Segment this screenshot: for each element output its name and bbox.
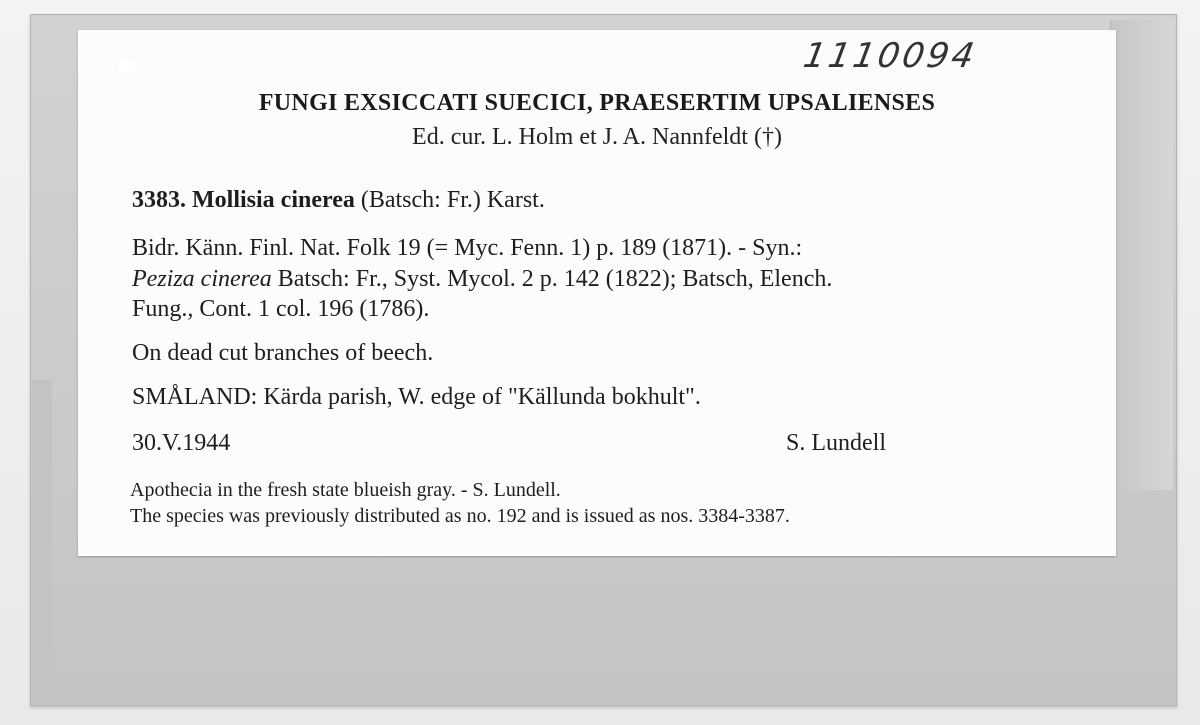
- packet-flap: [1110, 20, 1173, 490]
- synonym-citation: Batsch: Fr., Syst. Mycol. 2 p. 142 (1822); Batsch, Elench.: [271, 266, 833, 292]
- note-line-2: The species was previously distributed as no. 192 and is issued as nos. 3384-3387.: [130, 505, 790, 527]
- specimen-number: 3383.: [132, 187, 186, 213]
- habitat: On dead cut branches of beech.: [132, 340, 434, 366]
- collection-date: 30.V.1944: [132, 430, 231, 456]
- specimen-name: Mollisia cinerea: [192, 187, 355, 213]
- collector: S. Lundell: [786, 430, 886, 456]
- packet-fold: [32, 380, 52, 700]
- literature-line-2: [132, 266, 832, 293]
- herbarium-label: [78, 30, 1116, 556]
- locality: SMÅLAND: Kärda parish, W. edge of "Källunda bokhult".: [132, 384, 701, 410]
- specimen-authority: (Batsch: Fr.) Karst.: [360, 187, 545, 213]
- specimen-heading: [132, 187, 545, 214]
- note-line-1: Apothecia in the fresh state blueish gray. - S. Lundell.: [130, 479, 561, 501]
- literature-line-1: Bidr. Känn. Finl. Nat. Folk 19 (= Myc. Fenn. 1) p. 189 (1871). - Syn.:: [132, 235, 803, 261]
- accession-number: 1110094: [800, 36, 980, 76]
- series-title: FUNGI EXSICCATI SUECICI, PRAESERTIM UPSALIENSES: [258, 90, 936, 116]
- literature-line-3: Fung., Cont. 1 col. 196 (1786).: [132, 296, 430, 322]
- synonym-name: Peziza cinerea: [132, 266, 272, 292]
- label-glare: [118, 60, 136, 74]
- series-editors: Ed. cur. L. Holm et J. A. Nannfeldt (†): [412, 124, 782, 150]
